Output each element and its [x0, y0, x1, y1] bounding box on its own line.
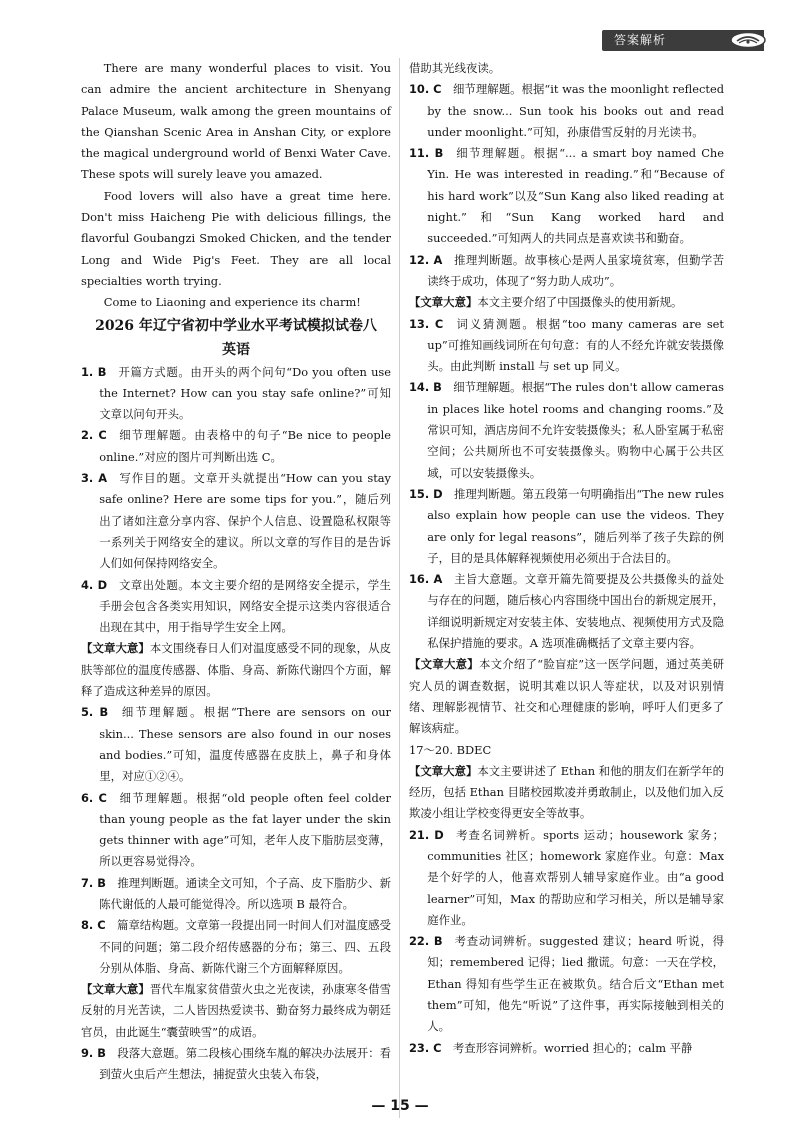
- summary-tag: 【文章大意】: [81, 982, 150, 997]
- answer-explanation: 细节理解题。根据“There are sensors on our skin... These sensors are also found in our noses and bodies.”可知，温度传感器在皮肤上，鼻子和身体里，对应①②④。: [99, 705, 391, 784]
- answer-number: 13. C: [409, 316, 444, 331]
- answer-explanation: 写作目的题。文章开头就提出“How can you stay safe online? Here are some tips for you.”，随后列出了诸如注意分享内容、保护个人信息、设置隐私权限等一系列关于网络安全的建议。所以文章的写作目的是告诉人们如何保持网络安全。: [99, 471, 391, 571]
- summary-text: 晋代车胤家贫借萤火虫之光夜读，孙康寒冬借雪反射的月光苦读，二人皆因热爱读书、勤奋努力最终成为朝廷官员，由此诞生“囊萤映雪”的成语。: [81, 982, 391, 1039]
- page-number: — 15 —: [371, 1098, 429, 1114]
- article-summary: [409, 654, 724, 739]
- answer-item: [409, 569, 724, 654]
- body-paragraph: There are many wonderful places to visit. You can admire the ancient architecture in Shenyang Palace Museum, walk among the green mountains of the Qianshan Scenic Area in Anshan City, or explore the magical underground world of Benxi Water Cave. These spots will surely leave you amazed.: [81, 61, 391, 182]
- header-label: 答案解析: [614, 33, 667, 47]
- answer-number: 3. A: [81, 471, 108, 486]
- answer-number: 2. C: [81, 428, 107, 443]
- answer-explanation: 词义猜测题。根据“too many cameras are set up”可推知画线词所在句句意：有的人不经允许就安装摄像头。由此判断 install 与 set up 同义。: [427, 316, 724, 374]
- answer-item: [409, 825, 724, 931]
- answer-explanation: 推理判断题。第五段第一句明确指出“The new rules also explain how people can use the videos. They are only for legal reasons”，随后列举了孩子失踪的例子，目的是具体解释视频使用必须出于合法目的。: [427, 486, 724, 565]
- answer-item: [81, 468, 391, 574]
- answer-number: 23. C: [409, 1040, 442, 1055]
- answer-line: 17～20. BDEC: [409, 742, 492, 757]
- answer-explanation: 主旨大意题。文章开篇先简要提及公共摄像头的益处与存在的问题，随后核心内容围绕中国出台的新规定展开，详细说明新规定对安装主体、安装地点、视频使用方式及隐私保护措施的要求。A 选项准确概括了文章主要内容。: [427, 572, 724, 651]
- book-emblem-icon: [728, 31, 768, 49]
- answer-number: 9. B: [81, 1046, 106, 1061]
- answer-item: [409, 1038, 724, 1059]
- answer-explanation: 推理判断题。故事核心是两人虽家境贫寒，但勤学苦读终于成功，体现了“努力助人成功”。: [427, 252, 724, 288]
- answer-explanation: 细节理解题。由表格中的句子“Be nice to people online.”对应的图片可判断出选 C。: [99, 428, 392, 464]
- summary-text: 本文围绕春日人们对温度感受不同的现象，从皮肤等部位的温度传感器、体脂、身高、新陈代谢四个方面，解释了造成这种差异的原因。: [81, 641, 391, 699]
- body-paragraph: Food lovers will also have a great time here. Don't miss Haicheng Pie with delicious fillings, the flavorful Goubangzi Smoked Chicken, and the tender Long and Wide Pig's Feet. They are all local specialties worth trying.: [81, 188, 391, 288]
- answer-number: 6. C: [81, 790, 107, 805]
- answer-item: [409, 931, 724, 1037]
- summary-tag: 【文章大意】: [409, 763, 478, 778]
- answer-item: [409, 484, 724, 569]
- answer-explanation: 细节理解题。根据“... a smart boy named Che Yin. He was interested in reading.”和“Because of his hard work”以及“Sun Kang also liked reading at night.”和“Sun Kang worked hard and succeeded.”可知两人的共同点是喜欢读书和勤奋。: [427, 146, 724, 246]
- section-title: 英语: [222, 341, 250, 358]
- answer-item: [81, 362, 391, 426]
- answer-explanation: 细节理解题。根据“it was the moonlight reflected by the snow... Sun took his books out and read under moonlight.”可知，孙康借雪反射的月光读书。: [427, 82, 724, 139]
- answer-number: 15. D: [409, 486, 443, 501]
- right-column: [409, 58, 724, 1059]
- left-column: [81, 58, 391, 1086]
- answer-number: 4. D: [81, 577, 108, 592]
- answer-item: [81, 425, 391, 468]
- summary-text: 本文介绍了“脸盲症”这一医学问题，通过英美研究人员的调查数据，说明其难以识人等症状，以及对识别情绪、理解影视情节、社交和心理健康的影响，呼吁人们更多了解该病症。: [409, 657, 724, 736]
- answer-explanation: 考查形容词辨析。worried 担心的；calm 平静: [452, 1040, 693, 1055]
- article-summary: [81, 979, 391, 1043]
- answer-explanation: 段落大意题。第二段核心围绕车胤的解决办法展开：看到萤火虫后产生想法，捕捉萤火虫装入布袋，: [99, 1046, 391, 1082]
- answer-item: [81, 1043, 391, 1086]
- body-paragraph: Come to Liaoning and experience its charm!: [103, 295, 361, 310]
- answer-number: 10. C: [409, 82, 442, 97]
- answer-explanation: 细节理解题。根据“The rules don't allow cameras in places like hotel rooms and changing rooms.”及常识可知，酒店房间不允许安装摄像头；私人卧室属于私密空间；公共厕所也不可安装摄像头。购物中心属于公共区域，可以安装摄像头。: [427, 380, 725, 480]
- answer-number: 14. B: [409, 380, 442, 395]
- summary-text: 本文主要介绍了中国摄像头的使用新规。: [477, 295, 683, 310]
- article-summary: [409, 761, 724, 825]
- answer-explanation: 考查名词辨析。sports 运动；housework 家务；communities 社区；homework 家庭作业。句意：Max 是个好学的人，他喜欢帮别人辅导家庭作业。由“a good learner”可知，Max 的帮助应和学习相关，所以是辅导家庭作业。: [427, 827, 724, 927]
- answer-number: 1. B: [81, 364, 107, 379]
- answer-number: 16. A: [409, 572, 443, 587]
- column-divider: [399, 58, 400, 1118]
- answer-number: 21. D: [409, 827, 444, 842]
- answer-item: [81, 575, 391, 639]
- answer-item: [409, 143, 724, 249]
- summary-tag: 【文章大意】: [409, 657, 479, 672]
- answer-item: [409, 250, 724, 293]
- answer-number: 22. B: [409, 934, 443, 949]
- summary-text: 本文主要讲述了 Ethan 和他的朋友们在新学年的经历，包括 Ethan 目睹校园欺凌并勇敢制止，以及他们加入反欺凌小组让学校变得更安全等故事。: [409, 763, 724, 821]
- answer-explanation: 推理判断题。通读全文可知，个子高、皮下脂肪少、新陈代谢低的人最可能觉得冷。所以选项 B 最符合。: [99, 875, 391, 911]
- answer-explanation: 考查动词辨析。suggested 建议；heard 听说，得知；remembered 记得；lied 撒谎。句意：一天在学校，Ethan 得知有些学生正在被欺负。结合后文“Ethan met them”可知，他先“听说”了这件事，再实际接触到相关的人。: [427, 934, 724, 1034]
- answer-line: 借助其光线夜读。: [409, 61, 501, 75]
- answer-item: [409, 314, 724, 378]
- answer-item: [409, 377, 724, 483]
- article-summary: [409, 292, 724, 313]
- answer-item: [81, 788, 391, 873]
- answer-number: 12. A: [409, 252, 443, 267]
- answer-number: 7. B: [81, 875, 106, 890]
- answer-item: [81, 702, 391, 787]
- answer-item: [81, 873, 391, 916]
- answer-explanation: 文章出处题。本文主要介绍的是网络安全提示，学生手册会包含各类实用知识，网络安全提示这类内容很适合出现在其中，用于指导学生安全上网。: [99, 577, 391, 635]
- answer-number: 5. B: [81, 705, 109, 720]
- summary-tag: 【文章大意】: [81, 641, 150, 656]
- answer-number: 11. B: [409, 146, 444, 161]
- answer-explanation: 篇章结构题。文章第一段提出同一时间人们对温度感受不同的问题；第二段介绍传感器的分布；第三、四、五段分别从体脂、身高、新陈代谢三个方面解释原因。: [99, 918, 391, 975]
- answer-item: [409, 79, 724, 143]
- answer-explanation: 细节理解题。根据“old people often feel colder than young people as the fat layer under the skin gets thinner with age”可知，老年人皮下脂肪层变薄，所以更容易觉得冷。: [99, 790, 391, 869]
- answer-number: 8. C: [81, 918, 106, 933]
- answer-explanation: 开篇方式题。由开头的两个问句“Do you often use the Internet? How can you stay safe online?”可知文章以问句开头。: [99, 364, 391, 422]
- section-title: 2026 年辽宁省初中学业水平考试模拟试卷八: [95, 317, 377, 334]
- article-summary: [81, 638, 391, 702]
- answer-item: [81, 915, 391, 979]
- summary-tag: 【文章大意】: [409, 295, 478, 310]
